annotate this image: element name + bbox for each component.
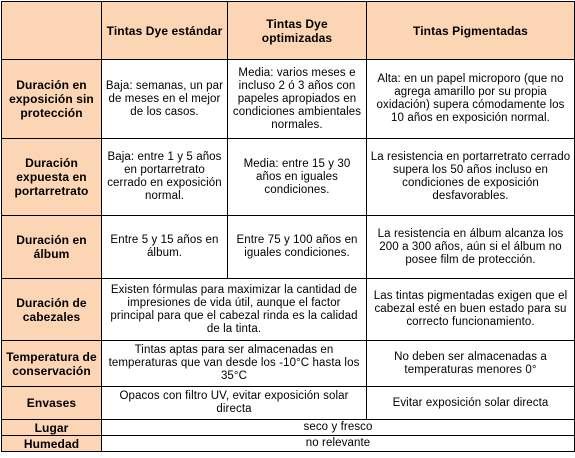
table-cell: Media: varios meses e incluso 2 ó 3 años con papeles apropiados en condiciones ambientales normales. (228, 60, 367, 139)
table-cell: Entre 5 y 15 años en álbum. (102, 216, 228, 279)
table-row (2, 341, 575, 387)
table-row (2, 60, 575, 139)
col-header-pigmented: Tintas Pigmentadas (367, 2, 575, 60)
table-cell: Entre 75 y 100 años en iguales condiciones. (228, 216, 367, 279)
table-cell: Las tintas pigmentadas exigen que el cabezal esté en buen estado para su correcto funcionamiento. (367, 279, 575, 341)
col-header-dye-optimized: Tintas Dye optimizadas (228, 2, 367, 60)
row-header: Duración en exposición sin protección (2, 60, 102, 139)
corner-cell (2, 2, 102, 60)
row-header: Lugar (2, 420, 102, 436)
row-header: Envases (2, 387, 102, 420)
table-cell-full: no relevante (102, 436, 575, 452)
table-cell: La resistencia en álbum alcanza los 200 a 300 años, aún si el álbum no posee film de protección. (367, 216, 575, 279)
table-row (2, 420, 575, 436)
row-header: Temperatura de conservación (2, 341, 102, 387)
header-row (2, 2, 575, 60)
table-cell: Alta: en un papel microporo (que no agrega amarillo por su propia oxidación) supera cómodamente los 10 años en exposición normal. (367, 60, 575, 139)
table-cell-merged: Opacos con filtro UV, evitar exposición solar directa (102, 387, 367, 420)
table-cell: Media: entre 15 y 30 años en iguales condiciones. (228, 139, 367, 216)
table-row (2, 436, 575, 452)
table-cell-full: seco y fresco (102, 420, 575, 436)
table-row (2, 139, 575, 216)
table-cell: Baja: semanas, un par de meses en el mejor de los casos. (102, 60, 228, 139)
table-cell-merged: Tintas aptas para ser almacenadas en temperaturas que van desde los -10°C hasta los 35°C (102, 341, 367, 387)
row-header: Duración en álbum (2, 216, 102, 279)
row-header: Duración de cabezales (2, 279, 102, 341)
table-cell: No deben ser almacenadas a temperaturas menores 0° (367, 341, 575, 387)
table-row (2, 387, 575, 420)
table-row (2, 216, 575, 279)
row-header: Duración expuesta en portarretrato (2, 139, 102, 216)
table-cell-merged: Existen fórmulas para maximizar la cantidad de impresiones de vida útil, aunque el factor principal para que el cabezal rinda es la calidad de la tinta. (102, 279, 367, 341)
col-header-dye-standard: Tintas Dye estándar (102, 2, 228, 60)
table-cell: La resistencia en portarretrato cerrado supera los 50 años incluso en condiciones de exposición desfavorables. (367, 139, 575, 216)
comparison-table (1, 1, 575, 452)
row-header: Humedad (2, 436, 102, 452)
table-cell: Baja: entre 1 y 5 años en portarretrato cerrado en exposición normal. (102, 139, 228, 216)
table-cell: Evitar exposición solar directa (367, 387, 575, 420)
table-row (2, 279, 575, 341)
